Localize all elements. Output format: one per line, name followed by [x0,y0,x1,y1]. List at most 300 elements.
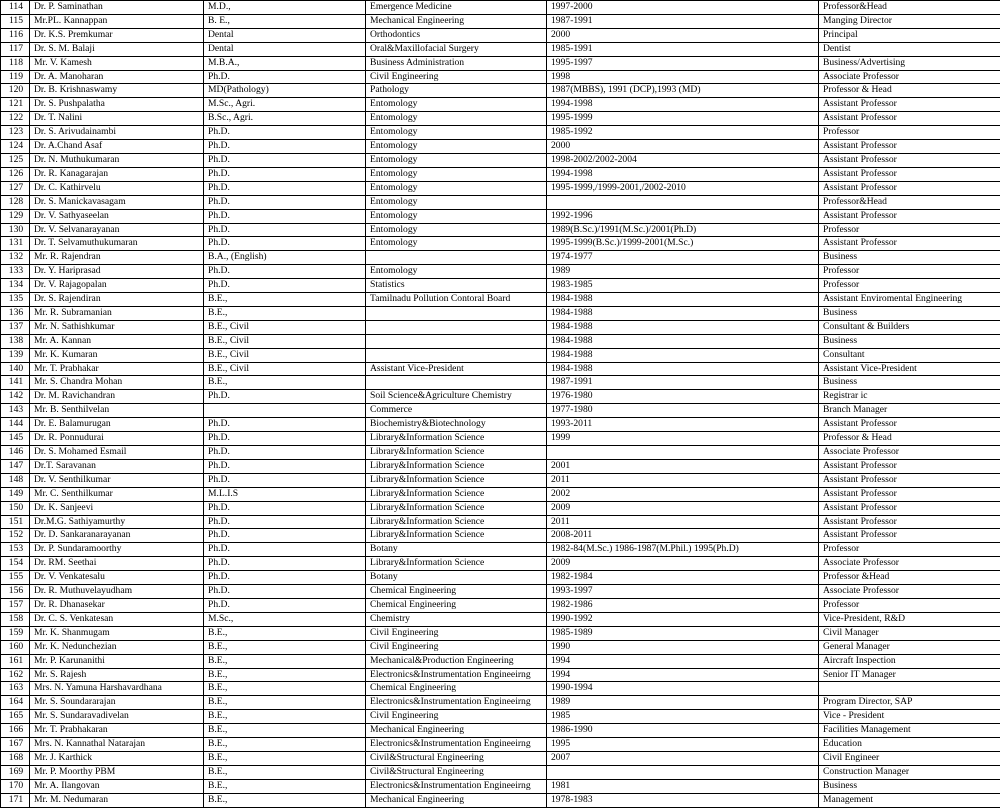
name-cell: Mrs. N. Yamuna Harshavardhana [30,682,204,696]
year-cell: 1982-1984 [547,571,819,585]
serial-number-cell: 117 [1,42,30,56]
year-cell: 1998 [547,70,819,84]
table-row [1,140,1000,154]
name-cell: Dr. N. Muthukumaran [30,153,204,167]
name-cell: Dr. S. Pushpalatha [30,98,204,112]
serial-number-cell: 154 [1,557,30,571]
name-cell: Mr. V. Kamesh [30,56,204,70]
year-cell: 2000 [547,140,819,154]
name-cell: Mr. S. Rajesh [30,668,204,682]
year-cell: 1993-2011 [547,418,819,432]
name-cell: Dr. C. S. Venkatesan [30,612,204,626]
name-cell: Mr. K. Nedunchezian [30,640,204,654]
year-cell: 1984-1988 [547,306,819,320]
department-cell: Entomology [366,126,547,140]
qualification-cell: Ph.D. [204,140,366,154]
designation-cell: Vice - President [819,710,1000,724]
qualification-cell: Ph.D. [204,209,366,223]
serial-number-cell: 170 [1,779,30,793]
table-row [1,84,1000,98]
name-cell: Dr. K.S. Premkumar [30,28,204,42]
name-cell: Dr. S. Arivudainambi [30,126,204,140]
department-cell: Tamilnadu Pollution Contoral Board [366,293,547,307]
table-row [1,571,1000,585]
name-cell: Dr. RM. Seethai [30,557,204,571]
table-row [1,293,1000,307]
qualification-cell: Ph.D. [204,195,366,209]
designation-cell: Assistant Professor [819,112,1000,126]
qualification-cell: Ph.D. [204,279,366,293]
serial-number-cell: 126 [1,167,30,181]
serial-number-cell: 119 [1,70,30,84]
designation-cell: General Manager [819,640,1000,654]
serial-number-cell: 115 [1,14,30,28]
year-cell: 1981 [547,779,819,793]
department-cell: Civil Engineering [366,710,547,724]
department-cell: Business Administration [366,56,547,70]
qualification-cell: Ph.D. [204,571,366,585]
year-cell [547,446,819,460]
serial-number-cell: 121 [1,98,30,112]
table-row [1,376,1000,390]
qualification-cell: B. E., [204,14,366,28]
qualification-cell: Ph.D. [204,418,366,432]
name-cell: Mr. T. Prabhakaran [30,724,204,738]
department-cell: Statistics [366,279,547,293]
department-cell: Mechanical Engineering [366,724,547,738]
qualification-cell: Ph.D. [204,432,366,446]
name-cell: Dr. K. Sanjeevi [30,501,204,515]
serial-number-cell: 143 [1,404,30,418]
designation-cell: Program Director, SAP [819,696,1000,710]
serial-number-cell: 153 [1,543,30,557]
qualification-cell: M.Sc., Agri. [204,98,366,112]
year-cell: 1994-1998 [547,167,819,181]
designation-cell: Senior IT Manager [819,668,1000,682]
qualification-cell: B.E., [204,293,366,307]
qualification-cell: Dental [204,42,366,56]
qualification-cell: Ph.D. [204,543,366,557]
qualification-cell: Dental [204,28,366,42]
table-row [1,418,1000,432]
name-cell: Mr. P. Karunanithi [30,654,204,668]
name-cell: Mr. A. Ilangovan [30,779,204,793]
serial-number-cell: 131 [1,237,30,251]
qualification-cell: B.E., Civil [204,320,366,334]
qualification-cell: Ph.D. [204,181,366,195]
year-cell: 2002 [547,487,819,501]
designation-cell: Management [819,793,1000,807]
year-cell: 1990 [547,640,819,654]
year-cell: 1986-1990 [547,724,819,738]
department-cell: Entomology [366,195,547,209]
designation-cell: Business [819,306,1000,320]
name-cell: Dr. A.Chand Asaf [30,140,204,154]
name-cell: Dr. R. Dhanasekar [30,598,204,612]
name-cell: Dr. R. Muthuvelayudham [30,585,204,599]
year-cell: 1989 [547,265,819,279]
serial-number-cell: 163 [1,682,30,696]
department-cell: Civil Engineering [366,70,547,84]
designation-cell: Vice-President, R&D [819,612,1000,626]
year-cell: 1985 [547,710,819,724]
designation-cell: Manging Director [819,14,1000,28]
serial-number-cell: 134 [1,279,30,293]
serial-number-cell: 124 [1,140,30,154]
department-cell: Electronics&Instrumentation Engineeirng [366,696,547,710]
name-cell: Mr. N. Sathishkumar [30,320,204,334]
name-cell: Mr. R. Subramanian [30,306,204,320]
designation-cell: Assistant Professor [819,418,1000,432]
table-row [1,626,1000,640]
serial-number-cell: 165 [1,710,30,724]
year-cell: 2011 [547,515,819,529]
table-row [1,251,1000,265]
table-row [1,42,1000,56]
name-cell: Dr. V. Venkatesalu [30,571,204,585]
designation-cell: Dentist [819,42,1000,56]
designation-cell: Professor [819,265,1000,279]
table-row [1,70,1000,84]
department-cell: Entomology [366,167,547,181]
department-cell: Chemistry [366,612,547,626]
qualification-cell: B.E., [204,779,366,793]
table-row [1,598,1000,612]
department-cell: Soil Science&Agriculture Chemistry [366,390,547,404]
department-cell: Civil Engineering [366,640,547,654]
name-cell: Dr. T. Nalini [30,112,204,126]
designation-cell: Professor & Head [819,84,1000,98]
designation-cell: Assistant Vice-President [819,362,1000,376]
designation-cell: Education [819,738,1000,752]
department-cell: Commerce [366,404,547,418]
year-cell: 1995-1999 [547,112,819,126]
qualification-cell: B.E., [204,696,366,710]
serial-number-cell: 145 [1,432,30,446]
year-cell: 1992-1996 [547,209,819,223]
qualification-cell: Ph.D. [204,390,366,404]
table-row [1,390,1000,404]
department-cell: Entomology [366,140,547,154]
table-row [1,765,1000,779]
table-row [1,223,1000,237]
name-cell: Mr. M. Nedumaran [30,793,204,807]
department-cell: Mechanical&Production Engineering [366,654,547,668]
year-cell: 1984-1988 [547,362,819,376]
department-cell: Civil&Structural Engineering [366,751,547,765]
serial-number-cell: 150 [1,501,30,515]
name-cell: Mr. T. Prabhakar [30,362,204,376]
serial-number-cell: 128 [1,195,30,209]
department-cell: Electronics&Instrumentation Engineeirng [366,738,547,752]
serial-number-cell: 156 [1,585,30,599]
serial-number-cell: 142 [1,390,30,404]
name-cell: Dr.T. Saravanan [30,459,204,473]
department-cell: Orthodontics [366,28,547,42]
department-cell [366,348,547,362]
year-cell: 1984-1988 [547,348,819,362]
qualification-cell: B.E., [204,738,366,752]
table-row [1,432,1000,446]
designation-cell: Associate Professor [819,585,1000,599]
table-row [1,98,1000,112]
table-row [1,585,1000,599]
serial-number-cell: 116 [1,28,30,42]
table-row [1,1,1000,15]
designation-cell: Business [819,376,1000,390]
qualification-cell: Ph.D. [204,223,366,237]
year-cell: 1990-1992 [547,612,819,626]
name-cell: Dr. S. M. Balaji [30,42,204,56]
serial-number-cell: 146 [1,446,30,460]
name-cell: Dr. V. Selvanarayanan [30,223,204,237]
department-cell: Oral&Maxillofacial Surgery [366,42,547,56]
department-cell: Library&Information Science [366,515,547,529]
year-cell: 1985-1989 [547,626,819,640]
year-cell: 1978-1983 [547,793,819,807]
qualification-cell: B.E., [204,793,366,807]
qualification-cell: Ph.D. [204,167,366,181]
name-cell: Dr. R. Ponnudurai [30,432,204,446]
department-cell: Assistant Vice-President [366,362,547,376]
department-cell: Mechanical Engineering [366,14,547,28]
name-cell: Dr. V. Senthilkumar [30,473,204,487]
serial-number-cell: 136 [1,306,30,320]
year-cell: 1999 [547,432,819,446]
serial-number-cell: 141 [1,376,30,390]
name-cell: Dr. T. Selvamuthukumaran [30,237,204,251]
name-cell: Mr.PL. Kannappan [30,14,204,28]
alumni-table-body [1,1,1000,808]
name-cell: Mr. P. Moorthy PBM [30,765,204,779]
department-cell: Emergence Medicine [366,1,547,15]
year-cell: 1995 [547,738,819,752]
table-row [1,181,1000,195]
designation-cell: Professor [819,279,1000,293]
year-cell: 2009 [547,501,819,515]
serial-number-cell: 166 [1,724,30,738]
designation-cell: Assistant Professor [819,209,1000,223]
qualification-cell: B.A., (English) [204,251,366,265]
qualification-cell: MD(Pathology) [204,84,366,98]
year-cell: 1985-1992 [547,126,819,140]
department-cell: Library&Information Science [366,473,547,487]
table-row [1,167,1000,181]
table-row [1,209,1000,223]
table-row [1,28,1000,42]
department-cell: Entomology [366,265,547,279]
department-cell: Entomology [366,223,547,237]
serial-number-cell: 171 [1,793,30,807]
serial-number-cell: 132 [1,251,30,265]
department-cell: Mechanical Engineering [366,793,547,807]
designation-cell: Assistant Professor [819,140,1000,154]
serial-number-cell: 157 [1,598,30,612]
table-row [1,126,1000,140]
year-cell: 1989(B.Sc.)/1991(M.Sc.)/2001(Ph.D) [547,223,819,237]
qualification-cell: Ph.D. [204,598,366,612]
department-cell [366,376,547,390]
qualification-cell: Ph.D. [204,557,366,571]
table-row [1,195,1000,209]
department-cell: Botany [366,571,547,585]
qualification-cell: B.E., [204,376,366,390]
serial-number-cell: 160 [1,640,30,654]
year-cell [547,765,819,779]
year-cell: 1994-1998 [547,98,819,112]
qualification-cell: B.E., [204,626,366,640]
year-cell: 1976-1980 [547,390,819,404]
year-cell: 1993-1997 [547,585,819,599]
name-cell: Mr. J. Karthick [30,751,204,765]
table-row [1,362,1000,376]
serial-number-cell: 140 [1,362,30,376]
department-cell: Entomology [366,98,547,112]
qualification-cell: Ph.D. [204,446,366,460]
qualification-cell: Ph.D. [204,265,366,279]
serial-number-cell: 123 [1,126,30,140]
designation-cell: Professor [819,543,1000,557]
qualification-cell: M.D., [204,1,366,15]
designation-cell: Assistant Professor [819,487,1000,501]
serial-number-cell: 129 [1,209,30,223]
serial-number-cell: 147 [1,459,30,473]
table-row [1,56,1000,70]
serial-number-cell: 135 [1,293,30,307]
department-cell: Library&Information Science [366,432,547,446]
table-row [1,112,1000,126]
year-cell: 1985-1991 [547,42,819,56]
serial-number-cell: 169 [1,765,30,779]
designation-cell: Associate Professor [819,446,1000,460]
year-cell: 1989 [547,696,819,710]
qualification-cell: Ph.D. [204,153,366,167]
serial-number-cell: 138 [1,334,30,348]
designation-cell: Professor&Head [819,1,1000,15]
designation-cell: Assistant Professor [819,237,1000,251]
table-row [1,738,1000,752]
qualification-cell: M.B.A., [204,56,366,70]
table-row [1,612,1000,626]
designation-cell: Associate Professor [819,70,1000,84]
serial-number-cell: 152 [1,529,30,543]
designation-cell: Registrar ic [819,390,1000,404]
qualification-cell: B.E., [204,765,366,779]
serial-number-cell: 130 [1,223,30,237]
year-cell: 2008-2011 [547,529,819,543]
designation-cell: Professor [819,126,1000,140]
serial-number-cell: 133 [1,265,30,279]
serial-number-cell: 127 [1,181,30,195]
table-row [1,640,1000,654]
name-cell: Dr. R. Kanagarajan [30,167,204,181]
department-cell: Library&Information Science [366,557,547,571]
department-cell [366,306,547,320]
table-row [1,793,1000,807]
designation-cell: Principal [819,28,1000,42]
table-row [1,529,1000,543]
qualification-cell: Ph.D. [204,515,366,529]
department-cell: Electronics&Instrumentation Engineeirng [366,668,547,682]
designation-cell: Construction Manager [819,765,1000,779]
designation-cell: Civil Engineer [819,751,1000,765]
qualification-cell: B.E., Civil [204,334,366,348]
qualification-cell: B.E., [204,682,366,696]
table-row [1,487,1000,501]
table-row [1,348,1000,362]
name-cell: Dr. A. Manoharan [30,70,204,84]
year-cell: 1984-1988 [547,320,819,334]
name-cell: Dr.M.G. Sathiyamurthy [30,515,204,529]
designation-cell: Business [819,779,1000,793]
serial-number-cell: 137 [1,320,30,334]
name-cell: Dr. S. Manickavasagam [30,195,204,209]
name-cell: Dr. P. Sundaramoorthy [30,543,204,557]
table-row [1,404,1000,418]
year-cell: 1997-2000 [547,1,819,15]
designation-cell: Business/Advertising [819,56,1000,70]
table-row [1,473,1000,487]
name-cell: Dr. Y. Hariprasad [30,265,204,279]
table-row [1,751,1000,765]
table-row [1,14,1000,28]
serial-number-cell: 161 [1,654,30,668]
department-cell: Library&Information Science [366,459,547,473]
department-cell: Chemical Engineering [366,682,547,696]
table-row [1,515,1000,529]
designation-cell: Assistant Professor [819,167,1000,181]
year-cell: 1984-1988 [547,334,819,348]
name-cell: Dr. P. Saminathan [30,1,204,15]
department-cell: Entomology [366,209,547,223]
qualification-cell: Ph.D. [204,70,366,84]
designation-cell: Associate Professor [819,557,1000,571]
table-row [1,654,1000,668]
designation-cell: Assistant Professor [819,529,1000,543]
year-cell: 1995-1997 [547,56,819,70]
department-cell: Entomology [366,112,547,126]
department-cell: Library&Information Science [366,501,547,515]
year-cell: 1994 [547,668,819,682]
serial-number-cell: 167 [1,738,30,752]
table-row [1,779,1000,793]
table-row [1,543,1000,557]
year-cell: 1987-1991 [547,376,819,390]
serial-number-cell: 148 [1,473,30,487]
year-cell: 2009 [547,557,819,571]
department-cell: Entomology [366,181,547,195]
table-row [1,501,1000,515]
name-cell: Mr. K. Kumaran [30,348,204,362]
name-cell: Mr. S. Chandra Mohan [30,376,204,390]
year-cell: 1984-1988 [547,293,819,307]
department-cell: Chemical Engineering [366,585,547,599]
table-row [1,696,1000,710]
serial-number-cell: 164 [1,696,30,710]
department-cell: Library&Information Science [366,487,547,501]
department-cell: Civil&Structural Engineering [366,765,547,779]
serial-number-cell: 151 [1,515,30,529]
qualification-cell: B.Sc., Agri. [204,112,366,126]
department-cell: Biochemistry&Biotechnology [366,418,547,432]
department-cell: Entomology [366,153,547,167]
designation-cell: Assistant Professor [819,98,1000,112]
year-cell: 1994 [547,654,819,668]
serial-number-cell: 144 [1,418,30,432]
department-cell: Chemical Engineering [366,598,547,612]
qualification-cell: B.E., [204,710,366,724]
year-cell: 1995-1999(B.Sc.)/1999-2001(M.Sc.) [547,237,819,251]
